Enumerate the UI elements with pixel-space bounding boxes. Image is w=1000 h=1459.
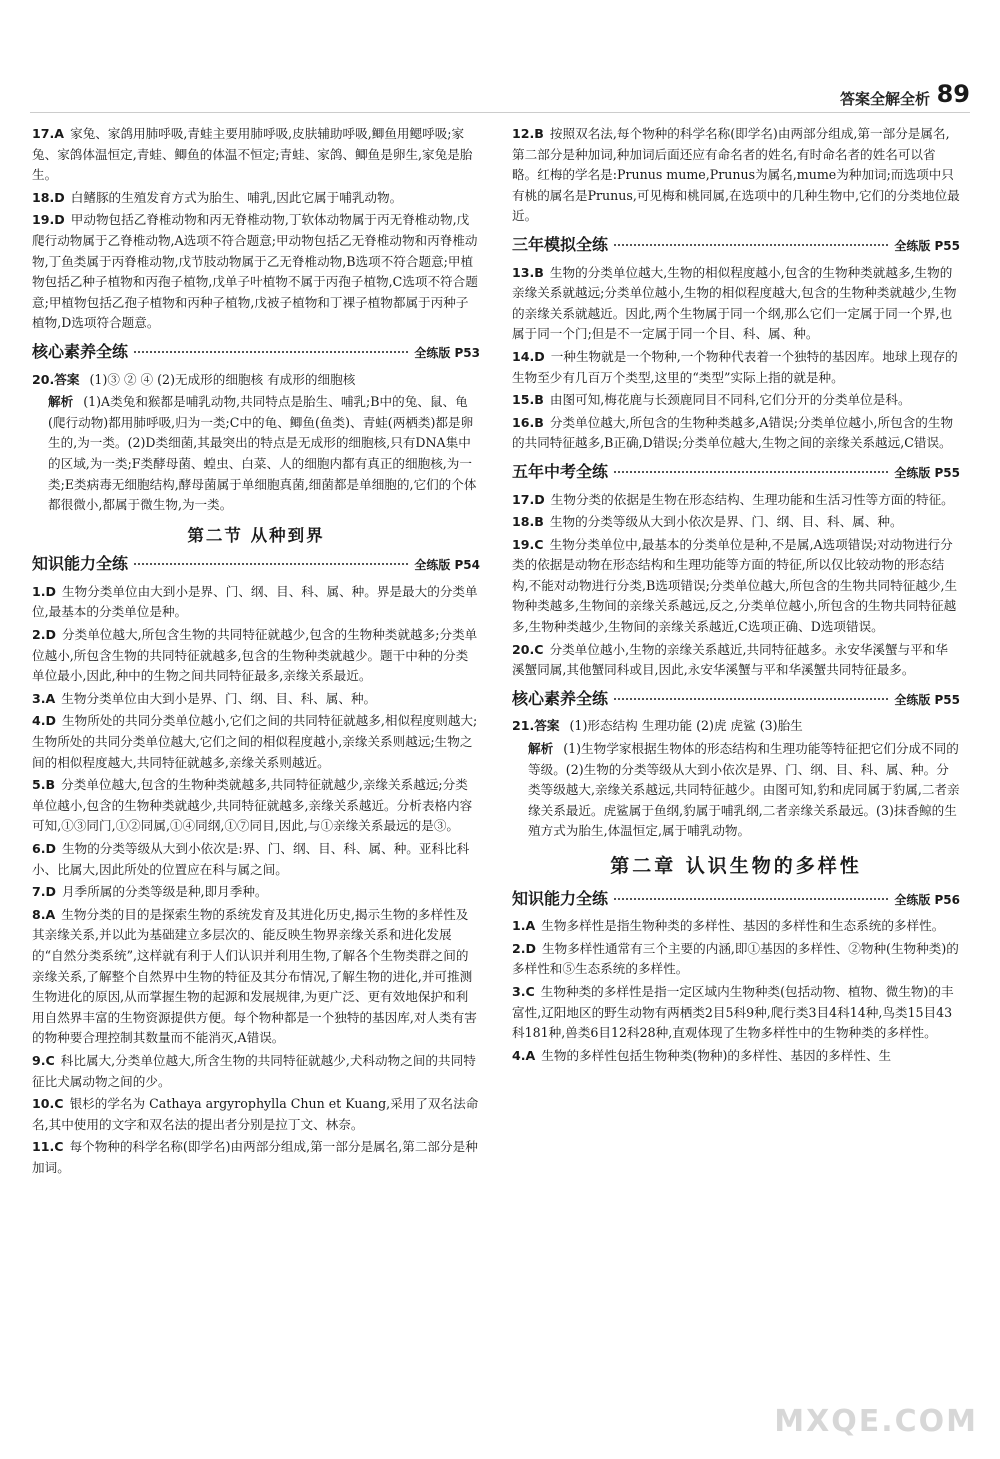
answer-text: 生物分类单位由大到小是界、门、纲、目、科、属、种。界是最大的分类单位,最基本的分类单位是种。 [32,583,478,620]
section-title: 三年模拟全练 [512,234,609,254]
answer-item [32,1137,480,1178]
answer-list [512,490,960,681]
answer-text: (1)③ ② ④ (2)无成形的细胞核 有成形的细胞核 [89,371,356,387]
answer-text: 按照双名法,每个物种的科学名称(即学名)由两部分组成,第一部分是属名,第二部分是种加词,种加词后面还应有命名者的姓名,有时命名者的姓名可以省略。红梅的学名是:Prunus mume,Prunus为属名,mume为种加词;而选项中只有桃的属名是Prunus,可见梅和桃同属,在选项中的几种生物中,它们的分类地位最近。 [512,126,960,224]
analysis-label: 解析 [48,394,74,410]
answer-text: 生物的分类等级从大到小依次是:界、门、纲、目、科、属、种。亚科比科小、比属大,因此所处的位置应在科与属之间。 [32,841,470,877]
answer-item [32,775,480,837]
answer-item [512,512,960,533]
page-number: 89 [936,80,970,108]
answer-text: 科比属大,分类单位越大,所含生物的共同特征就越少,犬科动物之间的共同特征比犬属动物之间的少。 [32,1052,476,1089]
answer-number: 19.C [512,536,544,552]
section-title: 核心素养全练 [512,688,609,708]
answer-text: 分类单位越大,所包含生物的共同特征就越少,包含的生物种类就越多;分类单位越小,所包含生物的共同特征就越多,包含的生物种类就越少。题干中种的分类单位最小,因此,种中的生物之间共同特征最多,亲缘关系最近。 [32,627,478,684]
answer-text: 甲动物包括乙脊椎动物和丙无脊椎动物,丁软体动物属于丙无脊椎动物,戊爬行动物属于乙脊椎动物,A选项不符合题意;甲动物包括乙无脊椎动物和丙脊椎动物,丁鱼类属于丙脊椎动物,戊节肢动物属于乙无脊椎动物,B选项不符合题意;甲植物包括乙种子植物和丙孢子植物,戊单子叶植物不属于丙孢子植物,C选项不符合题意;甲植物包括乙孢子植物和丙种子植物,戊被子植物和丁裸子植物都属于丙种子植物,D选项符合题意。 [32,212,478,331]
dotted-leader [134,351,408,353]
answer-text: 生物多样性通常有三个主要的内涵,即①基因的多样性、②物种(生物种类)的多样性和⑤生态系统的多样性。 [512,940,959,977]
answer-item [512,982,960,1044]
answer-number: 7.D [32,884,57,900]
section-bar [32,554,480,576]
analysis-block [32,392,480,516]
answer-text: 生物分类单位中,最基本的分类单位是种,不是属,A选项错误;对动物进行分类的依据是动物在形态结构和生理功能等方面的特征,所以仅比较动物的形态结构,不能对动物进行分类,B选项错误;分类单位越大,所包含的生物共同特征越少,生物种类越多,生物间的亲缘关系越远,反之,分类单位越小,所包含的生物共同特征越多,生物种类越少,生物间的亲缘关系越近,C选项正确、D选项错误。 [512,536,958,635]
answer-number: 16.B [512,414,544,430]
answer-number: 5.B [32,777,56,793]
dotted-leader [614,698,888,700]
left-column [32,124,480,1181]
answer-number: 15.B [512,392,544,408]
answer-item [32,625,480,687]
answer-list [512,263,960,454]
answer-item [512,490,960,511]
section-bar [512,889,960,911]
answer-item [512,535,960,638]
answer-number: 11.C [32,1139,64,1155]
answer-number: 1.A [512,918,536,934]
section-heading: 第二节 从种到界 [187,525,325,545]
dotted-leader [614,244,888,246]
answer-item [512,939,960,980]
answer-text: 生物的分类等级从大到小依次是界、门、纲、目、科、属、种。 [549,514,903,530]
answer-text: 一种生物就是一个物种,一个物种代表着一个独特的基因库。地球上现存的生物至少有几百万个类型,这里的“类型”实际上指的就是种。 [512,348,958,385]
section-bar [512,462,960,484]
answer-text: 分类单位越小,生物的亲缘关系越近,共同特征越多。永安华溪蟹与平和华溪蟹同属,其他蟹同科或目,因此,永安华溪蟹与平和华溪蟹共同特征最多。 [512,641,948,678]
answer-number: 19.D [32,212,65,228]
answer-item [32,188,480,209]
answer-item [32,905,480,1049]
answer-text: 生物多样性是指生物种类的多样性、基因的多样性和生态系统的多样性。 [541,918,945,934]
answer-number: 20.C [512,641,544,657]
answer-item [512,390,960,411]
answer-list [512,916,960,1066]
answer-text: 分类单位越大,包含的生物种类就越多,共同特征就越少,亲缘关系越远;分类单位越小,包含的生物种类就越少,共同特征就越多,亲缘关系越近。分析表格内容可知,①③同门,①②同属,①④同纲,①⑦同目,因此,与①亲缘关系最远的是③。 [32,777,473,834]
answer-item [32,839,480,880]
answer-number: 20.答案 [32,371,80,387]
section-title: 知识能力全练 [512,888,609,908]
dotted-leader [614,898,888,900]
answer-item [512,413,960,454]
answer-item [512,716,960,737]
answer-item [32,370,480,391]
chapter-heading: 第二章 认识生物的多样性 [610,855,862,877]
answer-number: 8.A [32,906,56,922]
section-ref: 全练版 P56 [894,892,960,907]
section-title: 知识能力全练 [32,554,129,574]
answer-text: (1)形态结构 生理功能 (2)虎 虎鲨 (3)胎生 [569,718,803,734]
answer-list [512,124,960,227]
answer-item [32,882,480,903]
answer-item [512,124,960,227]
header-divider [30,112,970,113]
answer-item [32,711,480,773]
answer-number: 18.B [512,514,544,530]
answer-text: 白鳍豚的生殖发育方式为胎生、哺乳,因此它属于哺乳动物。 [70,189,403,205]
section-ref: 全练版 P55 [894,238,960,253]
answer-number: 9.C [32,1052,55,1068]
answer-number: 2.D [32,627,57,643]
answer-item [32,124,480,186]
answer-number: 1.D [32,583,57,599]
dotted-leader [614,471,888,473]
answer-text: 生物的多样性包括生物种类(物种)的多样性、基因的多样性、生 [541,1047,892,1063]
section-bar [512,235,960,257]
answer-item [512,1046,960,1067]
answer-number: 2.D [512,940,537,956]
answer-item [32,210,480,334]
answer-number: 17.D [512,491,545,507]
answer-text: 分类单位越大,所包含的生物种类越多,A错误;分类单位越小,所包含的生物的共同特征越多,B正确,D错误;分类单位越大,生物之间的亲缘关系越远,C错误。 [512,414,954,451]
answer-item [32,1051,480,1092]
answer-number: 3.A [32,690,56,706]
answer-text: 家兔、家鸽用肺呼吸,青蛙主要用肺呼吸,皮肤辅助呼吸,鲫鱼用鳃呼吸;家兔、家鸽体温恒定,青蛙、鲫鱼的体温不恒定;青蛙、家鸽、鲫鱼是卵生,家兔是胎生。 [32,126,473,183]
dotted-leader [134,563,408,565]
answer-list [32,124,480,334]
page-header [0,0,1000,110]
answer-number: 3.C [512,983,535,999]
answer-text: 生物所处的共同分类单位越小,它们之间的共同特征就越多,相似程度则越大;生物所处的共同分类单位越大,它们之间的相似程度越小,亲缘关系则越远;生物之间的相似程度越大,共同特征就越多,亲缘关系则越近。 [32,713,478,770]
section-ref: 全练版 P53 [414,345,480,360]
section-title: 核心素养全练 [32,341,129,361]
answer-item [512,916,960,937]
answer-number: 21.答案 [512,718,560,734]
answer-number: 12.B [512,126,544,141]
section-title: 五年中考全练 [512,461,609,481]
answer-number: 14.D [512,348,545,364]
answer-number: 17.A [32,126,65,141]
answer-text: 银杉的学名为 Cathaya argyrophylla Chun et Kuang,采用了双名法命名,其中使用的文字和双名法的提出者分别是拉丁文、林奈。 [32,1096,479,1132]
header-label: 答案全解全析 [839,90,930,108]
answer-text: 生物种类的多样性是指一定区域内生物种类(包括动物、植物、微生物)的丰富性,辽阳地区的野生动物有两栖类2目5科9种,爬行类3目4科14种,鸟类15目43科181种,兽类6目12科28种,直观体现了生物多样性中的生物种类的多样性。 [512,983,954,1041]
answer-item [512,263,960,345]
answer-item [32,1094,480,1135]
answer-item [512,347,960,388]
answer-number: 13.B [512,264,544,280]
answer-number: 18.D [32,189,65,205]
section-ref: 全练版 P54 [414,558,480,573]
answer-item [512,640,960,681]
right-column [512,124,960,1068]
answer-text: 生物的分类单位越大,生物的相似程度越小,包含的生物种类就越多,生物的亲缘关系就越远;分类单位越小,生物的相似程度越大,包含的生物种类就越少,生物的亲缘关系就越近。因此,两个生物属于同一个纲,那么它们一定属于同一个界,也属于同一个门;但是不一定属于同一个目、科、属、种。 [512,264,957,342]
answer-list [32,582,480,1179]
analysis-text: (1)生物学家根据生物体的形态结构和生理功能等特征把它们分成不同的等级。(2)生物的分类等级从大到小依次是界、门、纲、目、科、属、种。分类等级越大,亲缘关系越远,共同特征越少。由图可知,豹和虎同属于豹属,二者亲缘关系最近。虎鲨属于鱼纲,豹属于哺乳纲,二者亲缘关系最远。(3)抹香鲸的生殖方式为胎生,体温恒定,属于哺乳动物。 [528,741,960,839]
section-bar [32,342,480,364]
analysis-block [512,739,960,842]
answer-text: 月季所属的分类等级是种,即月季种。 [62,884,268,900]
answer-number: 4.D [32,713,57,729]
answer-text: 生物分类的目的是探索生物的系统发育及其进化历史,揭示生物的多样性及其亲缘关系,并以此为基础建立多层次的、能反映生物界亲缘关系和进化发展的“自然分类系统”,这样就有利于人们认识并利用生物,了解各个生物类群之间的亲缘关系,了解整个自然界中生物的特征及其分布情况,了解生物的进化,并可推测生物进化的原因,从而掌握生物的起源和发展规律,为更广泛、更有效地保护和利用自然界丰富的生物资源提供方便。每个物种都是一个独特的基因库,对人类有害的物种要合理控制其数量而不能消灭,A错误。 [32,906,477,1046]
answer-number: 6.D [32,841,57,856]
analysis-label: 解析 [528,741,554,757]
section-ref: 全练版 P55 [894,692,960,707]
answer-text: 生物分类单位由大到小是界、门、纲、目、科、属、种。 [61,690,377,706]
answer-item [32,582,480,623]
analysis-text: (1)A类兔和猴都是哺乳动物,共同特点是胎生、哺乳;B中的兔、鼠、龟(爬行动物)都用肺呼吸,归为一类;C中的龟、鲫鱼(鱼类)、青蛙(两栖类)都是卵生的,为一类。(2)D类细菌,其最突出的特点是无成形的细胞核,只有DNA集中的区域,为一类;F类酵母菌、蝗虫、白菜、人的细胞内都有真正的细胞核,为一类;E类病毒无细胞结构,酵母菌属于单细胞真菌,细菌都是单细胞的,它们的个体都很微小,都属于微生物,为一类。 [48,394,477,513]
watermark: MXQE.COM [774,1404,978,1439]
answer-number: 4.A [512,1047,536,1063]
section-ref: 全练版 P55 [894,465,960,480]
answer-text: 生物分类的依据是生物在形态结构、生理功能和生活习性等方面的特征。 [550,491,954,507]
answer-item [32,689,480,710]
section-bar [512,689,960,711]
answer-number: 10.C [32,1096,64,1112]
answer-text: 由图可知,梅花鹿与长颈鹿同目不同科,它们分开的分类单位是科。 [549,392,911,408]
answer-text: 每个物种的科学名称(即学名)由两部分组成,第一部分是属名,第二部分是种加词。 [32,1139,478,1175]
